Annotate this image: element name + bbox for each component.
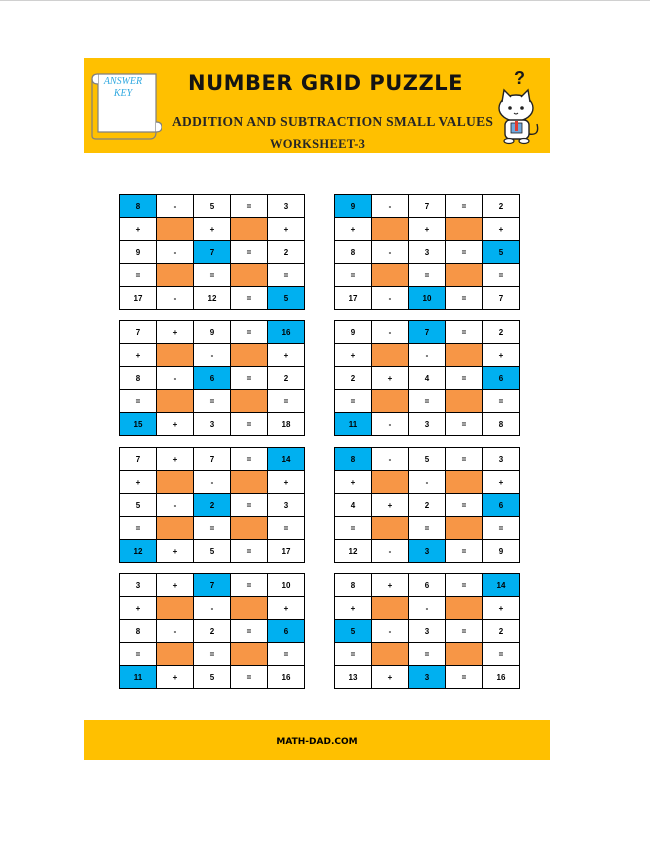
- operator-cell: +: [372, 574, 409, 597]
- footer-banner: [84, 720, 550, 760]
- operator-cell: +: [120, 218, 157, 241]
- number-cell: 3: [409, 413, 446, 436]
- number-cell: 7: [120, 448, 157, 471]
- blank-cell: [157, 218, 194, 241]
- answer-cell: 8: [120, 195, 157, 218]
- puzzle-row: [120, 574, 305, 597]
- puzzle-row: [335, 597, 520, 620]
- operator-cell: =: [409, 264, 446, 287]
- puzzle-row: [335, 344, 520, 367]
- operator-cell: +: [483, 471, 520, 494]
- number-cell: 2: [335, 367, 372, 390]
- number-cell: 2: [483, 620, 520, 643]
- operator-cell: +: [335, 471, 372, 494]
- puzzle-row: [335, 448, 520, 471]
- operator-cell: +: [372, 666, 409, 689]
- number-cell: 17: [335, 287, 372, 310]
- answer-cell: 9: [335, 195, 372, 218]
- answer-cell: 5: [483, 241, 520, 264]
- blank-cell: [157, 390, 194, 413]
- operator-cell: =: [194, 643, 231, 666]
- blank-cell: [446, 643, 483, 666]
- puzzle-grid-3: [119, 320, 305, 436]
- puzzle-row: [335, 620, 520, 643]
- operator-cell: -: [194, 471, 231, 494]
- page-subtitle: ADDITION AND SUBTRACTION SMALL VALUES: [172, 114, 494, 129]
- number-cell: 17: [268, 540, 305, 563]
- puzzle-row: [335, 367, 520, 390]
- operator-cell: -: [372, 448, 409, 471]
- operator-cell: +: [268, 471, 305, 494]
- number-cell: 5: [409, 448, 446, 471]
- number-cell: 4: [409, 367, 446, 390]
- blank-cell: [446, 390, 483, 413]
- blank-cell: [446, 517, 483, 540]
- number-cell: 2: [268, 367, 305, 390]
- puzzle-grid-4: [334, 320, 520, 436]
- operator-cell: =: [120, 390, 157, 413]
- puzzle-row: [120, 666, 305, 689]
- answer-cell: 7: [194, 241, 231, 264]
- number-cell: 12: [335, 540, 372, 563]
- operator-cell: +: [483, 344, 520, 367]
- number-cell: 8: [120, 620, 157, 643]
- operator-cell: +: [409, 218, 446, 241]
- puzzle-row: [120, 218, 305, 241]
- number-cell: 3: [409, 241, 446, 264]
- operator-cell: -: [409, 597, 446, 620]
- blank-cell: [372, 264, 409, 287]
- blank-cell: [372, 517, 409, 540]
- operator-cell: -: [157, 367, 194, 390]
- operator-cell: +: [120, 597, 157, 620]
- operator-cell: =: [231, 574, 268, 597]
- blank-cell: [157, 597, 194, 620]
- operator-cell: =: [335, 517, 372, 540]
- puzzle-row: [335, 241, 520, 264]
- operator-cell: -: [372, 321, 409, 344]
- footer-website: MATH-DAD.COM: [276, 737, 358, 747]
- blank-cell: [231, 344, 268, 367]
- operator-cell: =: [483, 517, 520, 540]
- operator-cell: =: [120, 517, 157, 540]
- number-cell: 2: [194, 620, 231, 643]
- number-cell: 3: [268, 494, 305, 517]
- puzzle-grid-1: [119, 194, 305, 310]
- blank-cell: [372, 471, 409, 494]
- puzzle-row: [335, 390, 520, 413]
- operator-cell: =: [231, 413, 268, 436]
- operator-cell: =: [446, 367, 483, 390]
- operator-cell: =: [268, 517, 305, 540]
- blank-cell: [231, 471, 268, 494]
- operator-cell: =: [231, 195, 268, 218]
- number-cell: 16: [483, 666, 520, 689]
- answer-cell: 6: [194, 367, 231, 390]
- number-cell: 5: [120, 494, 157, 517]
- blank-cell: [231, 218, 268, 241]
- answer-cell: 14: [483, 574, 520, 597]
- operator-cell: +: [120, 344, 157, 367]
- blank-cell: [157, 643, 194, 666]
- operator-cell: =: [194, 264, 231, 287]
- puzzle-row: [335, 540, 520, 563]
- operator-cell: -: [409, 471, 446, 494]
- number-cell: 3: [409, 620, 446, 643]
- operator-cell: =: [194, 390, 231, 413]
- answer-cell: 7: [409, 321, 446, 344]
- operator-cell: -: [157, 494, 194, 517]
- operator-cell: -: [409, 344, 446, 367]
- puzzle-row: [335, 666, 520, 689]
- puzzle-row: [120, 321, 305, 344]
- number-cell: 5: [194, 666, 231, 689]
- number-cell: 3: [268, 195, 305, 218]
- operator-cell: =: [446, 540, 483, 563]
- number-cell: 2: [409, 494, 446, 517]
- blank-cell: [446, 264, 483, 287]
- puzzle-grid-6: [334, 447, 520, 563]
- operator-cell: =: [268, 643, 305, 666]
- answer-cell: 16: [268, 321, 305, 344]
- answer-cell: 11: [120, 666, 157, 689]
- cat-question-icon: [490, 64, 548, 148]
- number-cell: 9: [194, 321, 231, 344]
- operator-cell: +: [120, 471, 157, 494]
- answer-key-line-1: ANSWER: [103, 76, 143, 87]
- number-cell: 13: [335, 666, 372, 689]
- answer-cell: 3: [409, 666, 446, 689]
- answer-cell: 6: [483, 367, 520, 390]
- answer-cell: 15: [120, 413, 157, 436]
- puzzle-row: [335, 218, 520, 241]
- operator-cell: =: [483, 264, 520, 287]
- number-cell: 2: [268, 241, 305, 264]
- blank-cell: [231, 390, 268, 413]
- puzzle-grid-5: [119, 447, 305, 563]
- blank-cell: [446, 218, 483, 241]
- number-cell: 7: [409, 195, 446, 218]
- operator-cell: =: [446, 321, 483, 344]
- answer-cell: 2: [194, 494, 231, 517]
- answer-cell: 12: [120, 540, 157, 563]
- puzzle-row: [120, 390, 305, 413]
- operator-cell: +: [157, 574, 194, 597]
- blank-cell: [157, 344, 194, 367]
- answer-cell: 5: [335, 620, 372, 643]
- svg-text:?: ?: [514, 68, 525, 88]
- operator-cell: -: [157, 287, 194, 310]
- puzzle-row: [335, 264, 520, 287]
- number-cell: 9: [120, 241, 157, 264]
- worksheet-label: WORKSHEET-3: [270, 137, 366, 151]
- number-cell: 10: [268, 574, 305, 597]
- puzzle-row: [335, 517, 520, 540]
- operator-cell: =: [231, 666, 268, 689]
- number-cell: 2: [483, 195, 520, 218]
- operator-cell: =: [409, 517, 446, 540]
- number-cell: 9: [483, 540, 520, 563]
- answer-key-line-2: KEY: [113, 88, 133, 99]
- operator-cell: +: [157, 321, 194, 344]
- blank-cell: [231, 643, 268, 666]
- puzzle-row: [120, 643, 305, 666]
- operator-cell: +: [194, 218, 231, 241]
- answer-cell: 7: [194, 574, 231, 597]
- operator-cell: =: [446, 448, 483, 471]
- operator-cell: =: [483, 643, 520, 666]
- blank-cell: [372, 390, 409, 413]
- blank-cell: [231, 597, 268, 620]
- number-cell: 4: [335, 494, 372, 517]
- puzzle-row: [335, 494, 520, 517]
- number-cell: 3: [194, 413, 231, 436]
- answer-cell: 10: [409, 287, 446, 310]
- puzzle-row: [335, 574, 520, 597]
- number-cell: 17: [120, 287, 157, 310]
- operator-cell: +: [335, 597, 372, 620]
- operator-cell: =: [231, 448, 268, 471]
- number-cell: 8: [120, 367, 157, 390]
- answer-key-label: [98, 76, 148, 100]
- operator-cell: =: [194, 517, 231, 540]
- number-cell: 16: [268, 666, 305, 689]
- puzzle-row: [120, 471, 305, 494]
- puzzle-row: [335, 643, 520, 666]
- operator-cell: -: [372, 195, 409, 218]
- blank-cell: [446, 471, 483, 494]
- number-cell: 6: [409, 574, 446, 597]
- header-banner: [84, 58, 550, 153]
- operator-cell: =: [409, 643, 446, 666]
- number-cell: 5: [194, 540, 231, 563]
- operator-cell: =: [335, 390, 372, 413]
- operator-cell: -: [372, 413, 409, 436]
- operator-cell: +: [483, 597, 520, 620]
- puzzle-row: [120, 287, 305, 310]
- operator-cell: -: [372, 287, 409, 310]
- answer-cell: 11: [335, 413, 372, 436]
- puzzle-row: [120, 494, 305, 517]
- number-cell: 5: [194, 195, 231, 218]
- operator-cell: +: [268, 597, 305, 620]
- operator-cell: +: [372, 367, 409, 390]
- operator-cell: =: [409, 390, 446, 413]
- operator-cell: =: [446, 287, 483, 310]
- blank-cell: [157, 517, 194, 540]
- operator-cell: -: [372, 241, 409, 264]
- operator-cell: =: [446, 241, 483, 264]
- operator-cell: =: [231, 367, 268, 390]
- number-cell: 8: [483, 413, 520, 436]
- operator-cell: +: [268, 218, 305, 241]
- blank-cell: [372, 218, 409, 241]
- puzzle-row: [120, 448, 305, 471]
- operator-cell: =: [120, 643, 157, 666]
- blank-cell: [372, 597, 409, 620]
- answer-cell: 5: [268, 287, 305, 310]
- puzzle-row: [120, 517, 305, 540]
- operator-cell: =: [446, 413, 483, 436]
- number-cell: 12: [194, 287, 231, 310]
- operator-cell: =: [231, 540, 268, 563]
- blank-cell: [446, 344, 483, 367]
- blank-cell: [372, 643, 409, 666]
- number-cell: 7: [483, 287, 520, 310]
- answer-cell: 6: [483, 494, 520, 517]
- number-cell: 3: [483, 448, 520, 471]
- answer-cell: 14: [268, 448, 305, 471]
- operator-cell: +: [157, 540, 194, 563]
- number-cell: 18: [268, 413, 305, 436]
- puzzle-row: [335, 471, 520, 494]
- operator-cell: =: [335, 264, 372, 287]
- operator-cell: +: [157, 413, 194, 436]
- operator-cell: +: [372, 494, 409, 517]
- operator-cell: +: [157, 666, 194, 689]
- operator-cell: -: [194, 344, 231, 367]
- puzzle-row: [120, 620, 305, 643]
- blank-cell: [157, 471, 194, 494]
- number-cell: 8: [335, 241, 372, 264]
- operator-cell: +: [483, 218, 520, 241]
- operator-cell: +: [157, 448, 194, 471]
- answer-cell: 3: [409, 540, 446, 563]
- operator-cell: =: [231, 494, 268, 517]
- operator-cell: +: [335, 344, 372, 367]
- puzzle-row: [120, 540, 305, 563]
- puzzle-row: [335, 195, 520, 218]
- number-cell: 2: [483, 321, 520, 344]
- puzzle-row: [120, 195, 305, 218]
- puzzle-row: [120, 241, 305, 264]
- operator-cell: =: [483, 390, 520, 413]
- blank-cell: [231, 517, 268, 540]
- answer-cell: 8: [335, 448, 372, 471]
- number-cell: 3: [120, 574, 157, 597]
- operator-cell: =: [446, 494, 483, 517]
- operator-cell: =: [231, 321, 268, 344]
- puzzle-grid-8: [334, 573, 520, 689]
- operator-cell: -: [157, 620, 194, 643]
- operator-cell: +: [335, 218, 372, 241]
- puzzle-row: [120, 413, 305, 436]
- puzzle-row: [120, 264, 305, 287]
- operator-cell: =: [231, 620, 268, 643]
- blank-cell: [446, 597, 483, 620]
- puzzle-row: [120, 367, 305, 390]
- operator-cell: =: [446, 195, 483, 218]
- blank-cell: [157, 264, 194, 287]
- operator-cell: -: [194, 597, 231, 620]
- puzzle-grid-2: [334, 194, 520, 310]
- operator-cell: =: [446, 620, 483, 643]
- blank-cell: [231, 264, 268, 287]
- answer-cell: 6: [268, 620, 305, 643]
- blank-cell: [372, 344, 409, 367]
- operator-cell: =: [120, 264, 157, 287]
- operator-cell: =: [268, 390, 305, 413]
- top-border-line: [0, 0, 650, 1]
- operator-cell: =: [231, 287, 268, 310]
- puzzle-row: [335, 321, 520, 344]
- operator-cell: -: [372, 540, 409, 563]
- number-cell: 9: [335, 321, 372, 344]
- operator-cell: =: [335, 643, 372, 666]
- operator-cell: -: [157, 195, 194, 218]
- operator-cell: =: [446, 666, 483, 689]
- puzzle-row: [120, 344, 305, 367]
- number-cell: 7: [194, 448, 231, 471]
- number-cell: 8: [335, 574, 372, 597]
- operator-cell: =: [268, 264, 305, 287]
- operator-cell: =: [446, 574, 483, 597]
- number-cell: 7: [120, 321, 157, 344]
- operator-cell: -: [157, 241, 194, 264]
- puzzle-row: [335, 413, 520, 436]
- operator-cell: =: [231, 241, 268, 264]
- operator-cell: -: [372, 620, 409, 643]
- puzzle-row: [335, 287, 520, 310]
- puzzle-grid-7: [119, 573, 305, 689]
- operator-cell: +: [268, 344, 305, 367]
- page-title: NUMBER GRID PUZZLE: [188, 71, 463, 95]
- puzzle-row: [120, 597, 305, 620]
